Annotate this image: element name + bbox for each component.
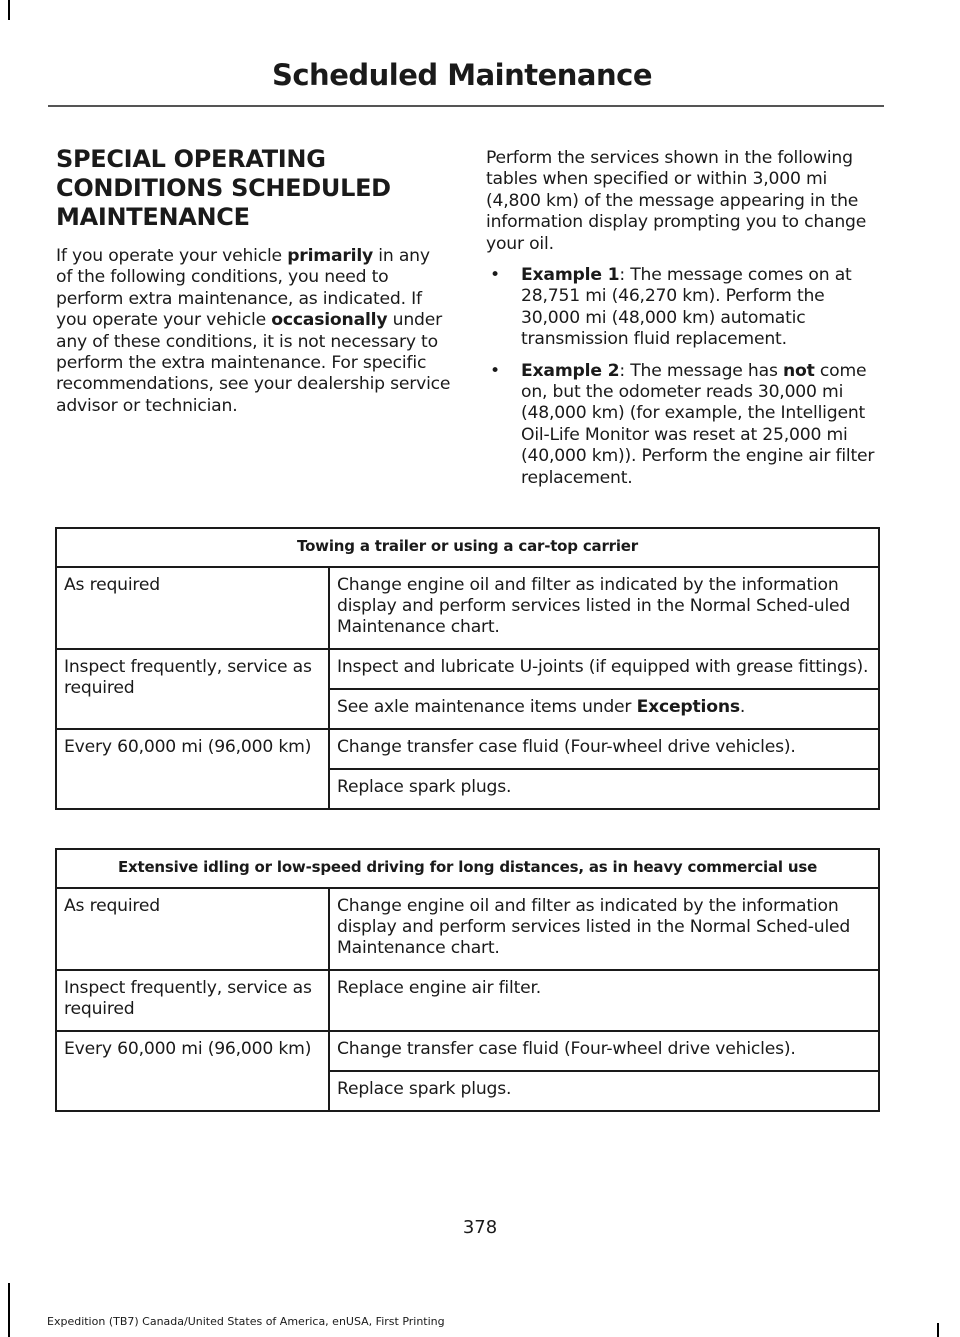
interval-cell: Every 60,000 mi (96,000 km): [56, 1031, 329, 1111]
exceptions-reference: Exceptions: [636, 697, 740, 717]
service-cell: Replace spark plugs.: [329, 1071, 879, 1111]
publication-info: Expedition (TB7) Canada/United States of America, enUSA, First Printing: [47, 1315, 445, 1328]
service-cell: Replace engine air filter.: [329, 970, 879, 1031]
intro-text-2: in any of the following conditions, you need to perform extra maintenance, as indicated. If you operate your vehicle: [56, 246, 430, 331]
example-2-bold-not: not: [782, 360, 815, 381]
table-row: [56, 1031, 879, 1071]
intro-paragraph: [56, 246, 451, 417]
axle-text: See axle maintenance items under: [337, 697, 637, 717]
interval-cell: Inspect frequently, service as required: [56, 649, 329, 729]
crop-mark-bottom-left: [8, 1283, 10, 1337]
table-row: [56, 970, 879, 1031]
service-cell: Change transfer case fluid (Four-wheel drive vehicles).: [329, 1031, 879, 1071]
service-cell: Inspect and lubricate U-joints (if equipped with grease fittings).: [329, 649, 879, 689]
table-title: Extensive idling or low-speed driving for long distances, as in heavy commercial use: [56, 849, 879, 888]
crop-mark-bottom-right: [937, 1323, 939, 1337]
interval-cell: Every 60,000 mi (96,000 km): [56, 729, 329, 809]
right-column: [486, 148, 881, 499]
example-2-text-2: come on, but the odometer reads 30,000 mi (48,000 km) (for example, the Intelligent Oil-Life Monitor was reset at 25,000 mi (40,000 km)). Perform the engine air filter replacement.: [521, 360, 875, 488]
example-1-text: : The message comes on at 28,751 mi (46,270 km). Perform the 30,000 mi (48,000 km) automatic transmission fluid replacement.: [521, 265, 852, 350]
service-cell: Change transfer case fluid (Four-wheel drive vehicles).: [329, 729, 879, 769]
bullet-icon: •: [490, 360, 500, 381]
table-row: [56, 888, 879, 970]
crop-mark-top-left: [8, 0, 10, 20]
table-row: [56, 649, 879, 689]
intro-bold-occasionally: occasionally: [271, 310, 388, 331]
service-cell: Change engine oil and filter as indicated by the information display and perform services listed in the Normal Sched-uled Maintenance chart.: [329, 567, 879, 649]
table-row: [56, 729, 879, 769]
intro-text-1: If you operate your vehicle: [56, 246, 288, 266]
example-1-label: Example 1: [521, 265, 620, 286]
interval-cell: Inspect frequently, service as required: [56, 970, 329, 1031]
example-2-label: Example 2: [521, 360, 620, 381]
section-title-line-2: CONDITIONS SCHEDULED: [56, 174, 391, 202]
example-1-item: [486, 265, 881, 351]
interval-cell: As required: [56, 888, 329, 970]
service-cell: [329, 689, 879, 729]
service-cell: Replace spark plugs.: [329, 769, 879, 809]
page-number: 378: [462, 1217, 498, 1238]
idling-maintenance-table: [55, 848, 880, 1112]
example-2-text-1: : The message has: [619, 360, 783, 381]
left-column: [56, 145, 451, 417]
section-title: [56, 145, 451, 232]
services-paragraph: Perform the services shown in the following tables when specified or within 3,000 mi (4,800 km) of the message appearing in the information display prompting you to change your oil.: [486, 148, 867, 254]
examples-list: [486, 265, 881, 489]
axle-period: .: [739, 697, 746, 717]
page-header-title: Scheduled Maintenance: [271, 58, 652, 92]
intro-text-3: under any of these conditions, it is not necessary to perform the extra maintenance. For specific recommendations, see your dealership service advisor or technician.: [56, 310, 451, 416]
towing-maintenance-table: [55, 527, 880, 810]
header-divider: [48, 105, 884, 107]
example-2-item: [486, 361, 881, 489]
section-title-line-1: SPECIAL OPERATING: [56, 145, 326, 173]
interval-cell: As required: [56, 567, 329, 649]
service-cell: Change engine oil and filter as indicated by the information display and perform services listed in the Normal Sched-uled Maintenance chart.: [329, 888, 879, 970]
table-title: Towing a trailer or using a car-top carrier: [56, 528, 879, 567]
intro-bold-primarily: primarily: [287, 246, 374, 266]
bullet-icon: •: [490, 265, 500, 286]
table-row: [56, 567, 879, 649]
section-title-line-3: MAINTENANCE: [56, 203, 250, 231]
